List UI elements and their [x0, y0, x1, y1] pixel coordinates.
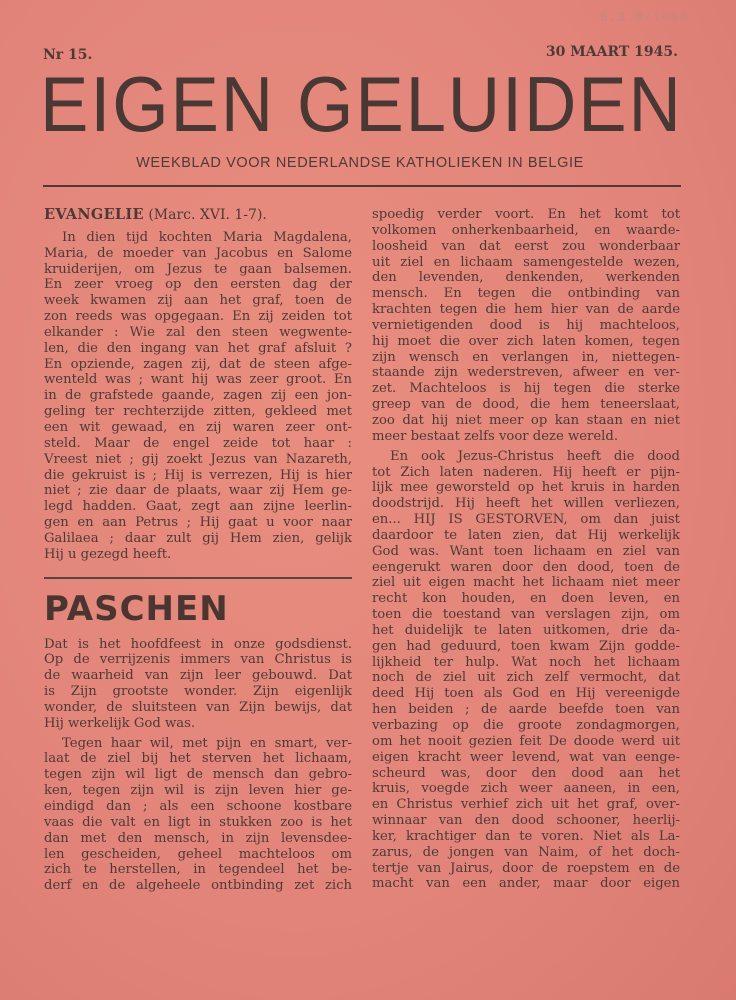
- text-line: het duidelijk te laten uitkomen, drie da-: [372, 622, 680, 638]
- text-line: is Zijn grootste wonder. Zijn eigenlijk: [44, 684, 352, 700]
- text-line: gen had geduurd, toen kwam Zijn godde-: [372, 638, 680, 654]
- text-line: En opziende, zagen zij, dat de steen afge-: [44, 356, 352, 372]
- text-line: wonder, de sluitsteen van Zijn bewijs, dat: [44, 699, 352, 715]
- evangelie-body: [44, 230, 352, 563]
- text-line: vernietigenden dood is hij machteloos,: [372, 317, 680, 333]
- text-line: ziel uit eigen macht het lichaam niet meer: [372, 575, 680, 591]
- issue-date: 30 MAART 1945.: [545, 44, 678, 60]
- text-line: eengerukt waren door den dood, toen de: [372, 559, 680, 575]
- text-line: zoo dat hij niet meer op kan staan en niet: [372, 412, 680, 428]
- evangelie-title: EVANGELIE: [44, 206, 144, 223]
- masthead-subtitle: WEEKBLAD VOOR NEDERLANDSE KATHOLIEKEN IN BELGIE: [136, 155, 584, 171]
- text-line: tegen zijn wil ligt de mensch dan gebro-: [44, 767, 352, 783]
- text-line: En ook Jezus-Christus heeft die dood: [390, 448, 680, 464]
- text-line: in de grafstede gaande, zagen zij een jon-: [44, 388, 352, 404]
- text-line: Hij werkelijk God was.: [44, 715, 196, 731]
- text-line: uit ziel en lichaam samengestelde wezen,: [372, 254, 680, 270]
- text-line: En zeer vroeg op den eersten dag der: [44, 277, 352, 293]
- paragraph: [44, 230, 352, 563]
- text-line: de waarheid van zijn leer gebouwd. Dat: [44, 668, 352, 684]
- paragraph: [372, 449, 680, 893]
- text-line: steld. Maar de engel zeide tot haar :: [44, 435, 352, 451]
- text-line: recht kon houden, en doen leven, en: [372, 591, 680, 607]
- text-line: tot Zich laten naderen. Hij heeft er pijn-: [372, 464, 680, 480]
- paschen-body-left: [44, 637, 352, 895]
- text-line: zarus, de jongen van Naim, of het doch-: [372, 844, 680, 860]
- text-line: In dien tijd kochten Maria Magdalena,: [62, 229, 352, 245]
- text-line: zon reeds was opgegaan. En zij zeiden tot: [44, 309, 352, 325]
- evangelie-heading: [44, 207, 352, 224]
- text-line: doodstrijd. Hij heeft het willen verliezen,: [372, 496, 680, 512]
- text-line: eindigd dan ; als een schoone kostbare: [44, 799, 352, 814]
- text-line: niet ; zie daar de plaats, waar zij Hem ge-: [44, 483, 352, 499]
- text-line: daardoor te laten zien, dat Hij werkelijk: [372, 527, 680, 543]
- text-line: lijk mee geworsteld op het kruis in harden: [372, 480, 680, 496]
- text-line: lijkheid ter hulp. Wat noch het lichaam: [372, 654, 680, 670]
- text-line: zich te herstellen, in tegendeel het be-: [44, 862, 352, 878]
- archive-stamp: 5.3.9/1456: [600, 10, 689, 25]
- text-line: spoedig verder voort. En het komt tot: [372, 207, 680, 222]
- text-line: mensch. En tegen die ontbinding van: [372, 286, 680, 302]
- text-line: krachten tegen die hem hier van de aarde: [372, 302, 680, 318]
- text-line: God was. Want toen lichaam en ziel van: [372, 543, 680, 559]
- text-line: zijn wensch en verlangen in, niettegen-: [372, 349, 680, 365]
- text-line: verbazing op die groote zondagmorgen,: [372, 718, 680, 733]
- text-line: zet. Machteloos is hij tegen die sterke: [372, 381, 680, 397]
- text-line: laat de ziel bij het sterven het lichaam,: [44, 751, 352, 767]
- right-column: [372, 207, 680, 896]
- text-line: en Christus verhief zich uit het graf, over-: [372, 797, 680, 813]
- masthead-title: EIGEN GELUIDEN: [40, 60, 683, 148]
- paragraph: [44, 637, 352, 732]
- text-line: scheurd was, door den dood aan het: [372, 765, 680, 781]
- text-line: vaas die valt en ligt in stukken zoo is het: [44, 814, 352, 830]
- paschen-body-right: [372, 207, 680, 892]
- text-line: Dat is het hoofdfeest in onze godsdienst.: [44, 636, 352, 652]
- text-line: meer bestaat zelfs voor deze wereld.: [372, 428, 619, 444]
- text-line: noch de ziel uit zich zelf vermocht, dat: [372, 670, 680, 686]
- text-line: hen beiden ; de aarde beefde toen van: [372, 702, 680, 718]
- text-line: geling ter rechterzijde zitten, gekleed met: [44, 404, 352, 420]
- text-line: elkander : Wie zal den steen wegwente-: [44, 324, 352, 340]
- text-line: een wit gewaad, en zij waren zeer ont-: [44, 419, 352, 435]
- paragraph: [372, 207, 680, 445]
- section-divider: [44, 577, 352, 579]
- text-line: om het nooit gezien feit De doode werd uit: [372, 733, 680, 749]
- text-line: kruis, voegde zich weer aaneen, in een,: [372, 781, 680, 797]
- text-line: den levenden, denkenden, werkenden: [372, 270, 680, 286]
- text-line: deed Hij toen als God en Hij vereenigde: [372, 686, 680, 702]
- text-line: tertje van Jairus, door de roepstem en de: [372, 860, 680, 876]
- text-line: gen en aan Petrus ; Hij gaat u voor naar: [44, 515, 352, 531]
- text-line: Op de verrijzenis immers van Christus is: [44, 652, 352, 668]
- text-line: macht van een ander, maar door eigen: [372, 876, 680, 892]
- text-line: greep van de dood, die hem teneerslaat,: [372, 397, 680, 413]
- text-line: hij moet die over zich laten komen, tegen: [372, 333, 680, 349]
- text-line: Maria, de moeder van Jacobus en Salome: [44, 245, 352, 261]
- text-line: week kwamen zij aan het graf, toen de: [44, 293, 352, 309]
- text-line: staande zijn wederstreven, afweer en ver-: [372, 365, 680, 381]
- text-line: dan met den mensch, in zijn levensdee-: [44, 830, 352, 846]
- paragraph: [44, 736, 352, 894]
- text-line: kruiderijen, om Jezus te gaan balsemen.: [44, 261, 352, 277]
- issue-number: Nr 15.: [43, 47, 93, 63]
- text-line: loosheid van dat eerst zou wonderbaar: [372, 238, 680, 254]
- text-line: len gescheiden, geheel machteloos om: [44, 846, 352, 862]
- text-line: wenteld was ; want hij was zeer groot. En: [44, 372, 352, 388]
- text-line: Hij u gezegd heeft.: [44, 546, 172, 562]
- text-line: die gekruist is ; Hij is verrezen, Hij is hier: [44, 467, 352, 483]
- left-column: [44, 207, 352, 898]
- evangelie-reference: (Marc. XVI. 1-7).: [148, 207, 267, 223]
- text-line: volkomen onherkenbaarheid, en waarde-: [372, 222, 680, 238]
- text-line: Tegen haar wil, met pijn en smart, ver-: [62, 735, 352, 751]
- masthead-rule: [43, 185, 681, 187]
- paschen-heading: PASCHEN: [44, 588, 229, 629]
- text-line: ken, tegen zijn wil is zijn leven hier ge-: [44, 783, 352, 799]
- text-line: Vreest niet ; gij zoekt Jezus van Nazareth,: [44, 451, 352, 467]
- text-line: derf en de algeheele ontbinding zet zich: [44, 878, 352, 894]
- text-line: ker, krachtiger dan te voren. Niet als La-: [372, 828, 680, 844]
- text-line: winnaar van den dood schooner, heerlij-: [372, 813, 680, 829]
- text-line: Galilaea ; daar zult gij Hem zien, gelijk: [44, 530, 352, 546]
- text-line: eigen kracht weer levend, wat van eenge-: [372, 749, 680, 765]
- text-line: en... HIJ IS GESTORVEN, om dan juist: [372, 512, 680, 528]
- text-line: len, die den ingang van het graf afsluit ?: [44, 340, 352, 356]
- text-line: legd hadden. Gaat, zegt aan zijne leerlin-: [44, 499, 352, 515]
- text-line: toen die toestand van verslagen zijn, om: [372, 607, 680, 623]
